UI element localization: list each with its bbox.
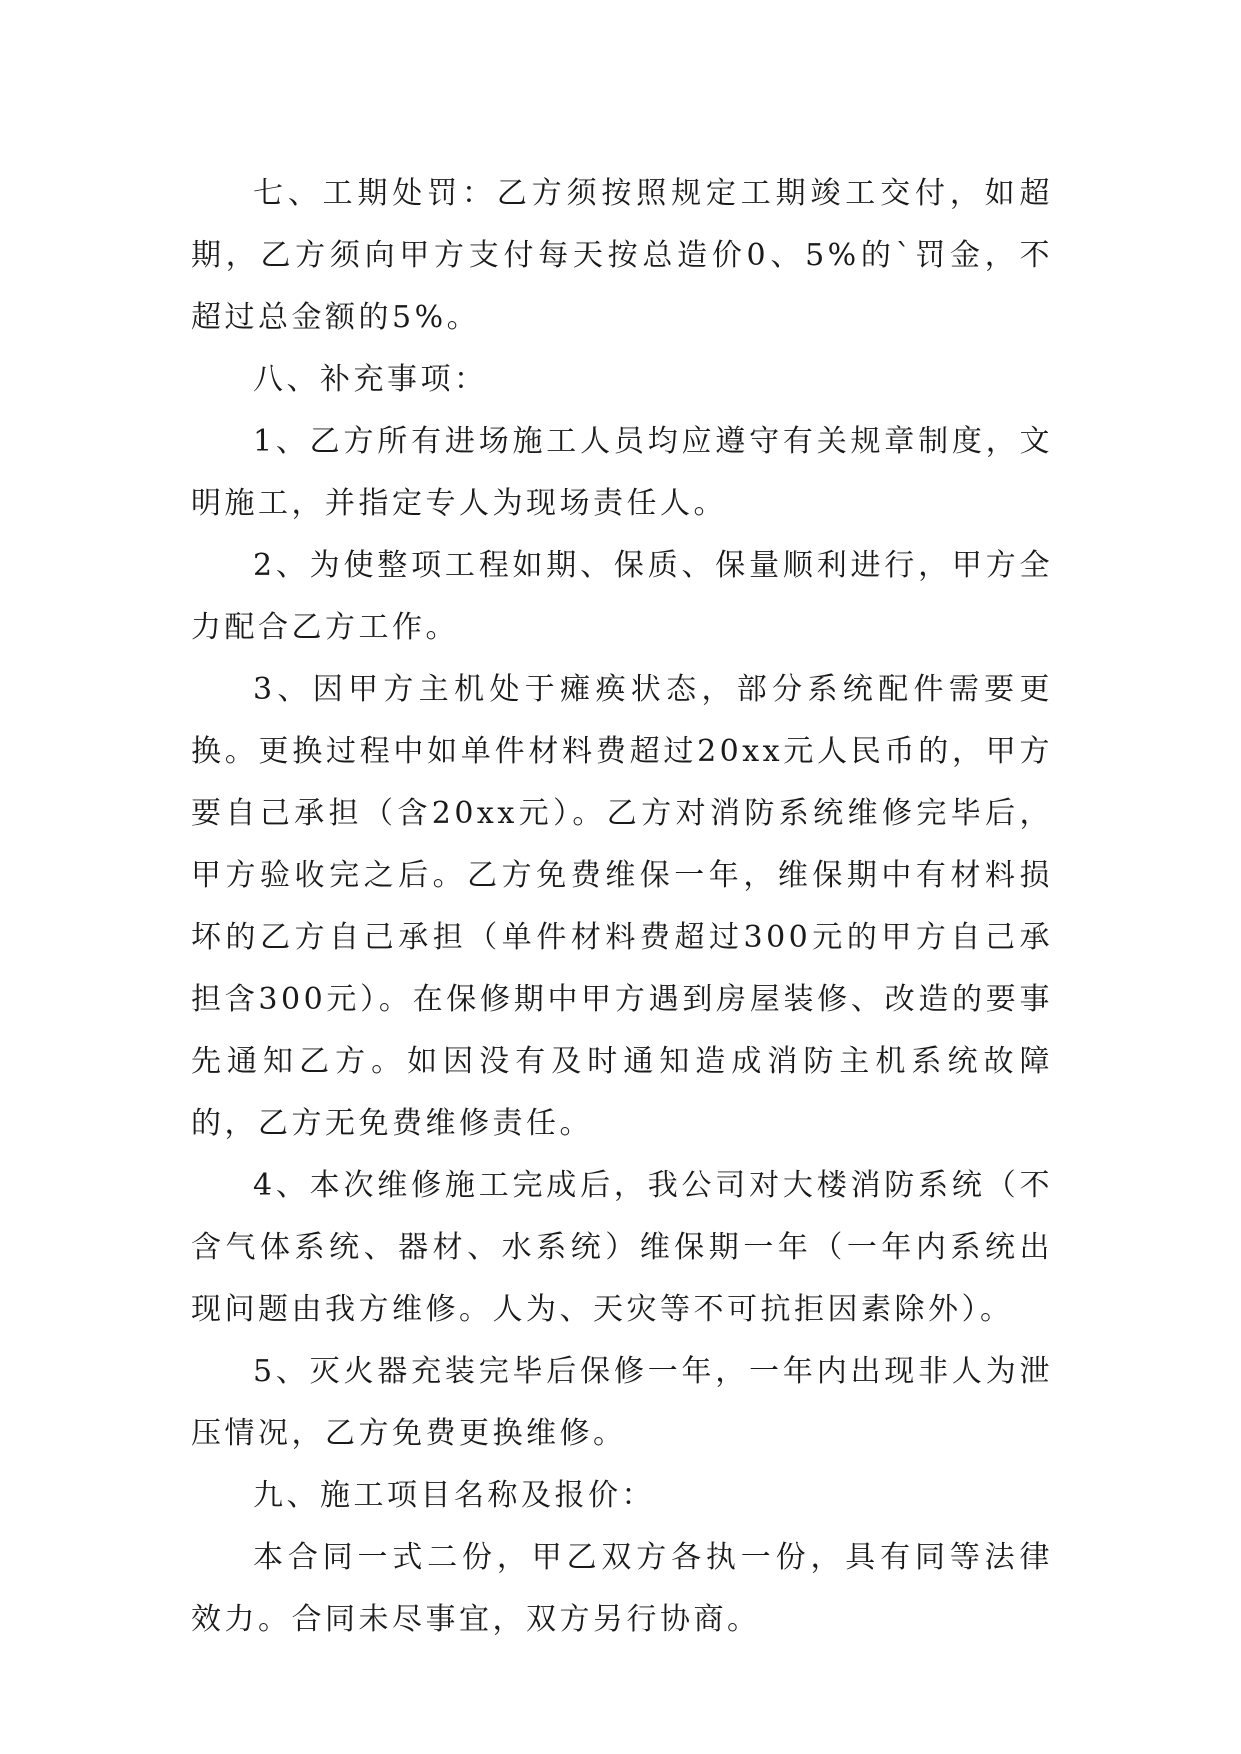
document-body bbox=[191, 163, 1053, 1651]
clause-9-heading: 九、施工项目名称及报价： bbox=[253, 1478, 655, 1513]
clause-8-item-1: 1、乙方所有进场施工人员均应遵守有关规章制度，文明施工，并指定专人为现场责任人。 bbox=[191, 424, 1053, 521]
clause-7-penalty: 七、工期处罚：乙方须按照规定工期竣工交付，如超期，乙方须向甲方支付每天按总造价0、5%的`罚金，不超过总金额的5%。 bbox=[191, 176, 1053, 335]
clause-8-item-4: 4、本次维修施工完成后，我公司对大楼消防系统（不含气体系统、器材、水系统）维保期一年（一年内系统出现问题由我方维修。人为、天灾等不可抗拒因素除外）。 bbox=[191, 1168, 1053, 1327]
closing-paragraph: 本合同一式二份，甲乙双方各执一份，具有同等法律效力。合同未尽事宜，双方另行协商。 bbox=[191, 1540, 1053, 1637]
clause-8-item-3: 3、因甲方主机处于瘫痪状态，部分系统配件需要更换。更换过程中如单件材料费超过20xx元人民币的，甲方要自己承担（含20xx元）。乙方对消防系统维修完毕后，甲方验收完之后。乙方免费维保一年，维保期中有材料损坏的乙方自己承担（单件材料费超过300元的甲方自己承担含300元）。在保修期中甲方遇到房屋装修、改造的要事先通知乙方。如因没有及时通知造成消防主机系统故障的，乙方无免费维修责任。 bbox=[191, 672, 1053, 1141]
clause-8-item-5: 5、灭火器充装完毕后保修一年，一年内出现非人为泄压情况，乙方免费更换维修。 bbox=[191, 1354, 1053, 1451]
clause-8-heading: 八、补充事项： bbox=[253, 362, 488, 397]
clause-8-item-2: 2、为使整项工程如期、保质、保量顺利进行，甲方全力配合乙方工作。 bbox=[191, 548, 1053, 645]
